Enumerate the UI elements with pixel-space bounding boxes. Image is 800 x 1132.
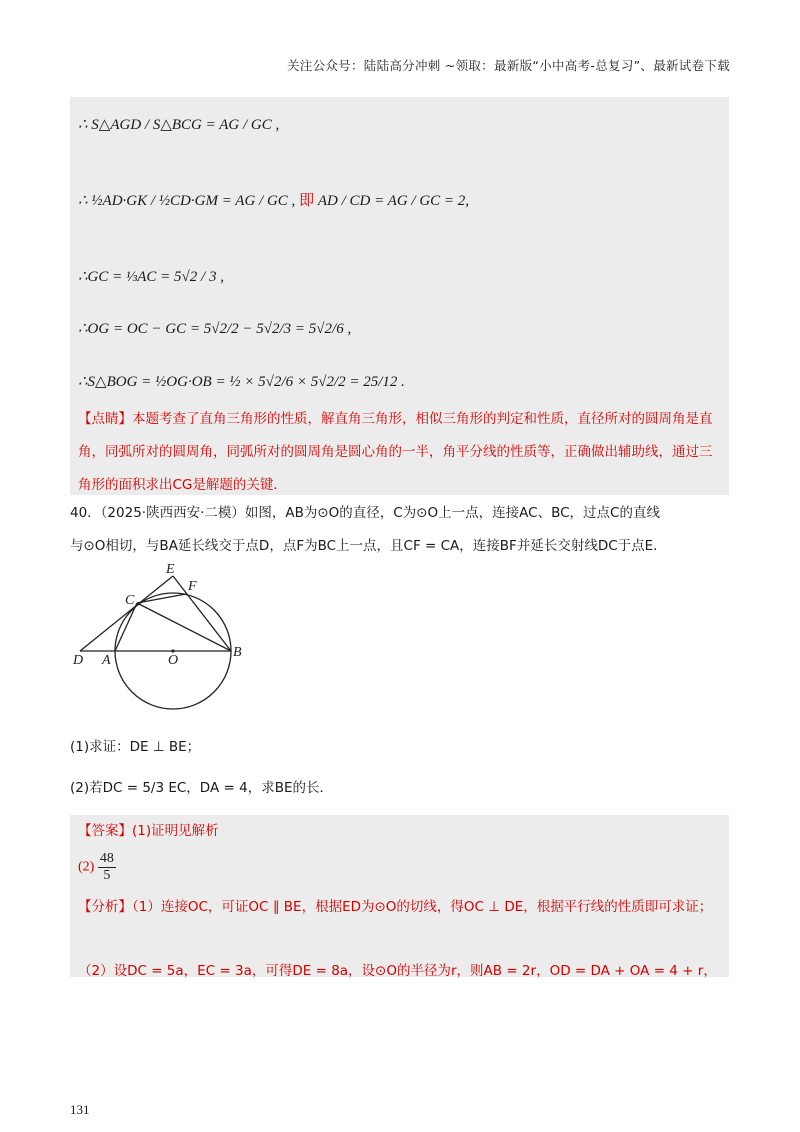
question-2: (2)若DC = 5/3 EC，DA = 4，求BE的长． — [70, 780, 333, 796]
page-number: 131 — [70, 1102, 90, 1117]
line-d-e — [80, 576, 173, 651]
answer-numerator: 48 — [99, 851, 114, 866]
answer-tag: 【答案】 — [78, 823, 132, 839]
line-c-b — [137, 603, 231, 651]
page-header: 关注公众号：陆陆高分冲刺 ~领取：最新版“小中高考-总复习”、最新试卷下载 — [286, 58, 730, 73]
label-e: E — [166, 562, 175, 577]
answer-denominator: 5 — [103, 868, 111, 883]
answer-part-1: (1)证明见解析 — [132, 823, 219, 839]
line-a-c — [115, 603, 137, 651]
dianjing-text: 本题考查了直角三角形的性质，解直角三角形，相似三角形的判定和性质，直径所对的圆周角是直角，同弧所对的圆周角，同弧所对的圆周角是圆心角的一半，角平分线的性质等，正确做出辅助线，通过三角形的面积求出CG是解题的关键． — [78, 411, 713, 493]
label-o: O — [168, 653, 179, 668]
solution-line-4: ∴OG = OC − GC = 5√2/2 − 5√2/3 = 5√2/6 , — [78, 321, 352, 337]
solution-line-2b: 即 — [299, 193, 315, 209]
label-b: B — [233, 645, 242, 660]
answer-fraction — [98, 851, 116, 884]
dianjing-tag: 【点睛】 — [78, 411, 132, 427]
label-f: F — [188, 579, 197, 594]
problem-text-2: 与⊙O相切，与BA延长线交于点D，点F为BC上一点，且CF = CA，连接BF并延长交射线DC于点E． — [70, 538, 667, 554]
line-e-b — [173, 576, 231, 651]
answer-part-2-prefix: (2) — [78, 859, 95, 875]
analysis-paragraph — [78, 891, 719, 924]
answer-line-1 — [78, 815, 719, 848]
analysis-text-2: （2）设DC = 5a，EC = 3a，可得DE = 8a，设⊙O的半径为r，则AB = 2r，OD = DA + OA = 4 + r， — [78, 963, 717, 979]
solution-block — [70, 97, 729, 495]
solution-line-5: ∴S△BOG = ½OG·OB = ½ × 5√2/6 × 5√2/2 = 25/12 . — [78, 374, 405, 390]
solution-line-2a: ∴ ½AD·GK / ½CD·GM = AG / GC , — [78, 193, 296, 209]
dianjing-paragraph — [78, 403, 719, 502]
problem-text-1: 40．（2025·陕西西安·二模）如图，AB为⊙O的直径，C为⊙O上一点，连接AC、BC，过点C的直线 — [70, 505, 660, 521]
label-d: D — [73, 653, 84, 668]
solution-line-2c: AD / CD = AG / GC = 2, — [317, 193, 470, 209]
question-1: (1)求证：DE ⊥ BE； — [70, 739, 201, 755]
solution-line-2 — [78, 189, 469, 210]
answer-line-2 — [78, 851, 116, 884]
answer-block — [70, 815, 729, 977]
label-c: C — [125, 593, 135, 608]
solution-line-1: ∴ S△AGD / S△BCG = AG / GC , — [78, 117, 280, 133]
analysis-text-1: （1）连接OC，可证OC ∥ BE，根据ED为⊙O的切线，得OC ⊥ DE，根据平行线的性质即可求证； — [132, 899, 713, 915]
geometry-figure — [70, 560, 270, 710]
solution-line-3: ∴GC = ⅓AC = 5√2 / 3 , — [78, 269, 224, 285]
label-a: A — [102, 653, 111, 668]
analysis-tag: 【分析】 — [78, 899, 132, 915]
